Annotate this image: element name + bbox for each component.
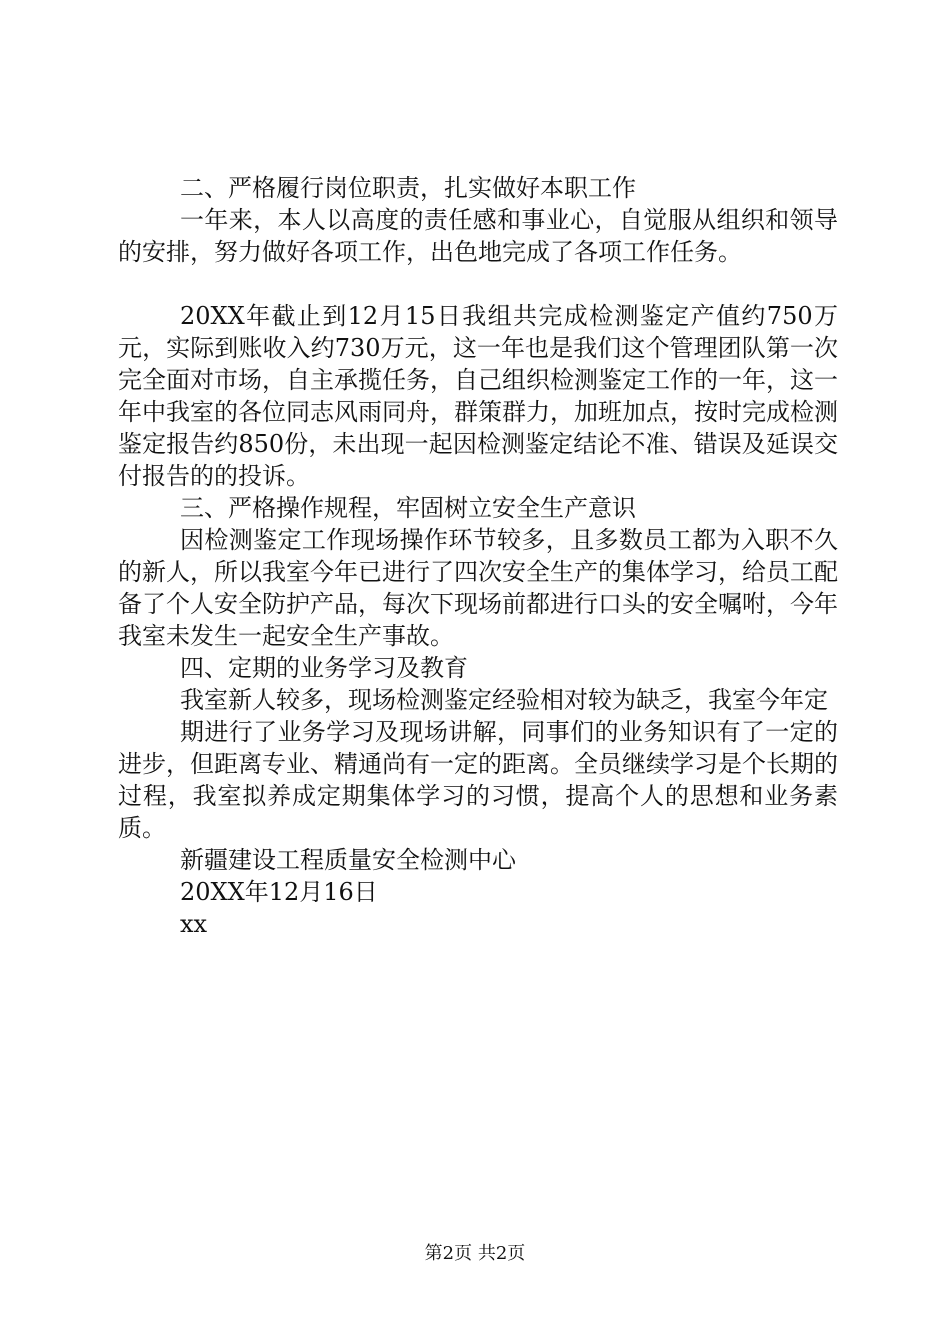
paragraph-output: 20XX年截止到12月15日我组共完成检测鉴定产值约750万元，实际到账收入约730万元，这一年也是我们这个管理团队第一次完全面对市场，自主承揽任务，自己组织检测鉴定工作的一年，这一年中我室的各位同志风雨同舟，群策群力，加班加点，按时完成检测鉴定报告约850份，未出现一起因检测鉴定结论不准、错误及延误交付报告的的投诉。 (118, 302, 838, 490)
paragraph-safety: 因检测鉴定工作现场操作环节较多，且多数员工都为入职不久的新人，所以我室今年已进行了四次安全生产的集体学习，给员工配备了个人安全防护产品，每次下现场前都进行口头的安全嘱咐，今年我室未发生一起安全生产事故。 (118, 526, 838, 650)
section-heading-2: 二、严格履行岗位职责，扎实做好本职工作 (180, 174, 636, 202)
signature-organization: 新疆建设工程质量安全检测中心 (180, 846, 516, 874)
paragraph-study-part1: 我室新人较多，现场检测鉴定经验相对较为缺乏，我室今年定 (180, 686, 828, 714)
signature-name: xx (180, 910, 208, 938)
document-body (118, 172, 838, 940)
paragraph-summary: 一年来，本人以高度的责任感和事业心，自觉服从组织和领导的安排，努力做好各项工作，出色地完成了各项工作任务。 (118, 206, 838, 266)
paragraph-study-part2: 期进行了业务学习及现场讲解，同事们的业务知识有了一定的进步，但距离专业、精通尚有一定的距离。全员继续学习是个长期的过程，我室拟养成定期集体学习的习惯，提高个人的思想和业务素质。 (118, 718, 838, 842)
page-footer: 第2页 共2页 (424, 1243, 526, 1264)
section-heading-4: 四、定期的业务学习及教育 (180, 654, 468, 682)
signature-date: 20XX年12月16日 (180, 878, 378, 906)
section-heading-3: 三、严格操作规程，牢固树立安全生产意识 (180, 494, 636, 522)
